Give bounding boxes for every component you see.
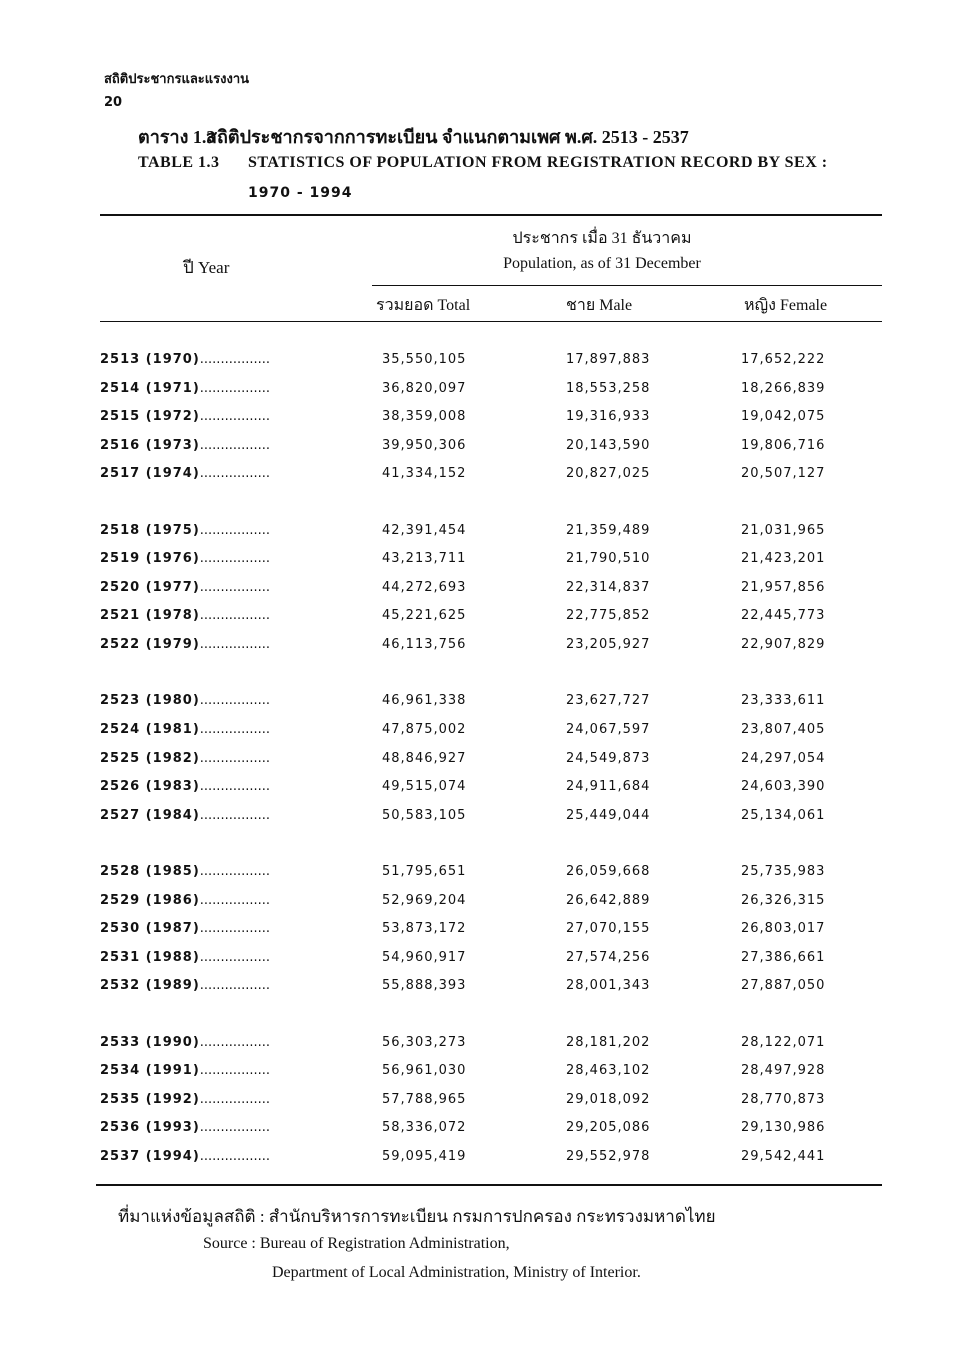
table-row [100,689,880,718]
page-number: 20 [104,95,123,110]
year-cell [100,978,270,993]
female-cell: 23,333,611 [741,693,826,709]
male-cell: 28,463,102 [566,1063,651,1079]
table-row [100,519,880,548]
source-note-thai: ที่มาแห่งข้อมูลสถิติ : สำนักบริหารการทะเบียน กรมการปกครอง กระทรวงมหาดไทย [118,1207,716,1226]
leader-dots: ................. [199,807,271,823]
total-cell: 55,888,393 [382,978,467,994]
group-spacer [100,662,880,690]
male-cell: 20,143,590 [566,437,651,453]
female-cell: 27,887,050 [741,978,826,994]
leader-dots: ................. [199,949,271,965]
year-label: 2522 (1979) [100,637,200,653]
table-row [100,718,880,747]
total-cell: 44,272,693 [382,579,467,595]
table-top-rule [100,214,882,216]
female-column-header: หญิง Female [744,297,828,314]
year-cell [100,1092,270,1107]
total-cell: 46,113,756 [382,637,467,653]
female-cell: 28,122,071 [741,1034,826,1050]
year-label: 2513 (1970) [100,352,200,367]
total-cell: 53,873,172 [382,921,467,937]
year-cell [100,693,270,708]
year-cell [100,864,270,879]
table-label-thai: ตาราง 1.3 [138,127,216,147]
leader-dots: ................. [199,750,271,766]
leader-dots: ................. [199,522,271,538]
year-label: 2521 (1978) [100,608,200,624]
table-title-english [138,154,828,172]
table-row [100,1088,880,1117]
total-cell: 41,334,152 [382,466,467,482]
leader-dots: ................. [199,693,271,709]
female-cell: 19,042,075 [741,409,826,425]
male-column-header: ชาย Male [566,297,633,314]
table-bottom-rule [96,1184,882,1186]
male-cell: 22,314,837 [566,579,651,595]
total-cell: 47,875,002 [382,721,467,737]
total-cell: 56,961,030 [382,1063,467,1079]
year-label: 2525 (1982) [100,750,200,766]
male-cell: 20,827,025 [566,466,651,482]
leader-dots: ................. [199,1120,271,1136]
table-row [100,974,880,1003]
female-cell: 21,031,965 [741,522,826,538]
year-cell [100,1120,270,1135]
header-bottom-rule [100,321,882,322]
year-cell [100,608,270,623]
year-label: 2530 (1987) [100,921,200,937]
female-cell: 20,507,127 [741,466,826,482]
male-cell: 28,181,202 [566,1034,651,1050]
male-cell: 27,070,155 [566,921,651,937]
leader-dots: ................. [199,779,271,795]
population-header-english: Population, as of 31 December [503,255,701,272]
table-title-thai-text: สถิติประชากรจากการทะเบียน จำแนกตามเพศ พ.ศ. 2513 - 2537 [206,127,689,147]
female-cell: 21,423,201 [741,551,826,567]
year-cell [100,921,270,936]
female-cell: 27,386,661 [741,949,826,965]
table-row [100,434,880,463]
year-cell [100,893,270,908]
total-cell: 58,336,072 [382,1120,467,1136]
male-cell: 29,205,086 [566,1120,651,1136]
table-title-thai [138,122,689,151]
total-cell: 36,820,097 [382,380,467,396]
total-cell: 49,515,074 [382,779,467,795]
total-cell: 39,950,306 [382,437,467,453]
year-cell [100,580,270,595]
male-cell: 19,316,933 [566,409,651,425]
male-cell: 29,552,978 [566,1149,651,1164]
table-row [100,747,880,776]
year-cell [100,381,270,396]
table-row [100,1145,880,1174]
leader-dots: ................. [199,579,271,595]
total-cell: 38,359,008 [382,409,467,425]
female-cell: 22,445,773 [741,608,826,624]
year-cell [100,950,270,965]
leader-dots: ................. [199,892,271,908]
table-body [100,348,880,1174]
total-cell: 46,961,338 [382,693,467,709]
year-label: 2531 (1988) [100,949,200,965]
leader-dots: ................. [199,466,271,482]
total-cell: 56,303,273 [382,1034,467,1050]
year-label: 2518 (1975) [100,522,200,538]
leader-dots: ................. [199,1091,271,1107]
total-cell: 54,960,917 [382,949,467,965]
table-row [100,917,880,946]
table-row [100,405,880,434]
year-cell [100,352,270,367]
table-label-english: TABLE 1.3 [138,154,220,171]
leader-dots: ................. [199,921,271,937]
total-column-header: รวมยอด Total [376,297,471,314]
leader-dots: ................. [199,978,271,994]
group-spacer [100,1003,880,1031]
male-cell: 21,790,510 [566,551,651,567]
table-row [100,348,880,377]
male-cell: 25,449,044 [566,807,651,823]
leader-dots: ................. [199,1063,271,1079]
year-label: 2533 (1990) [100,1034,200,1050]
year-label: 2536 (1993) [100,1120,200,1136]
total-cell: 52,969,204 [382,892,467,908]
year-cell [100,438,270,453]
total-cell: 59,095,419 [382,1149,467,1164]
total-cell: 35,550,105 [382,352,467,367]
year-column-header: ปี Year [183,258,230,277]
year-label: 2520 (1977) [100,579,200,595]
year-label: 2524 (1981) [100,721,200,737]
year-label: 2514 (1971) [100,380,200,396]
group-spacer [100,832,880,860]
male-cell: 17,897,883 [566,352,651,367]
female-cell: 28,497,928 [741,1063,826,1079]
male-cell: 22,775,852 [566,608,651,624]
group-spacer [100,491,880,519]
female-cell: 19,806,716 [741,437,826,453]
year-cell [100,808,270,823]
female-cell: 18,266,839 [741,380,826,396]
female-cell: 21,957,856 [741,579,826,595]
female-cell: 24,297,054 [741,750,826,766]
table-row [100,547,880,576]
leader-dots: ................. [199,380,271,396]
year-label: 2515 (1972) [100,409,200,425]
leader-dots: ................. [199,608,271,624]
table-row [100,1031,880,1060]
year-label: 2523 (1980) [100,693,200,709]
female-cell: 28,770,873 [741,1091,826,1107]
leader-dots: ................. [199,409,271,425]
leader-dots: ................. [199,637,271,653]
table-row [100,860,880,889]
year-label: 2528 (1985) [100,863,200,879]
male-cell: 24,067,597 [566,721,651,737]
source-note-english-line2: Department of Local Administration, Ministry of Interior. [272,1264,641,1281]
year-label: 2529 (1986) [100,892,200,908]
male-cell: 23,205,927 [566,637,651,653]
year-label: 2519 (1976) [100,551,200,567]
leader-dots: ................. [199,721,271,737]
total-cell: 42,391,454 [382,522,467,538]
male-cell: 29,018,092 [566,1091,651,1107]
table-row [100,604,880,633]
population-header-thai: ประชากร เมื่อ 31 ธันวาคม [512,230,692,247]
male-cell: 18,553,258 [566,380,651,396]
total-cell: 43,213,711 [382,551,467,567]
table-row [100,1116,880,1145]
male-cell: 23,627,727 [566,693,651,709]
male-cell: 21,359,489 [566,522,651,538]
male-cell: 27,574,256 [566,949,651,965]
table-title-english-text: STATISTICS OF POPULATION FROM REGISTRATION RECORD BY SEX : [248,154,828,171]
leader-dots: ................. [199,437,271,453]
table-row [100,775,880,804]
year-cell [100,1149,270,1164]
female-cell: 29,130,986 [741,1120,826,1136]
female-cell: 25,134,061 [741,807,826,823]
table-title-years: 1970 - 1994 [248,185,353,201]
year-cell [100,637,270,652]
year-cell [100,523,270,538]
table-row [100,576,880,605]
year-cell [100,551,270,566]
female-cell: 22,907,829 [741,637,826,653]
table-row [100,804,880,833]
leader-dots: ................. [199,1034,271,1050]
year-cell [100,722,270,737]
table-row [100,462,880,491]
male-cell: 26,059,668 [566,863,651,879]
running-head: สถิติประชากรและแรงงาน [104,72,250,87]
female-cell: 29,542,441 [741,1149,826,1164]
year-label: 2534 (1991) [100,1063,200,1079]
leader-dots: ................. [199,352,271,367]
year-label: 2532 (1989) [100,978,200,994]
year-label: 2535 (1992) [100,1091,200,1107]
year-cell [100,466,270,481]
year-cell [100,1035,270,1050]
year-label: 2517 (1974) [100,466,200,482]
table-row [100,946,880,975]
male-cell: 24,911,684 [566,779,651,795]
year-cell [100,1063,270,1078]
year-cell [100,409,270,424]
leader-dots: ................. [199,551,271,567]
year-label: 2537 (1994) [100,1149,200,1164]
leader-dots: ................. [199,1149,271,1164]
table-row [100,1059,880,1088]
female-cell: 26,803,017 [741,921,826,937]
female-cell: 17,652,222 [741,352,826,367]
female-cell: 26,326,315 [741,892,826,908]
table-row [100,633,880,662]
population-header-rule [372,285,882,286]
leader-dots: ................. [199,863,271,879]
table-row [100,889,880,918]
male-cell: 26,642,889 [566,892,651,908]
total-cell: 57,788,965 [382,1091,467,1107]
female-cell: 23,807,405 [741,721,826,737]
year-label: 2526 (1983) [100,779,200,795]
male-cell: 28,001,343 [566,978,651,994]
total-cell: 50,583,105 [382,807,467,823]
total-cell: 51,795,651 [382,863,467,879]
female-cell: 25,735,983 [741,863,826,879]
source-note-english-line1: Source : Bureau of Registration Administration, [203,1235,510,1252]
total-cell: 45,221,625 [382,608,467,624]
year-label: 2516 (1973) [100,437,200,453]
table-row [100,377,880,406]
year-label: 2527 (1984) [100,807,200,823]
male-cell: 24,549,873 [566,750,651,766]
year-cell [100,751,270,766]
year-cell [100,779,270,794]
total-cell: 48,846,927 [382,750,467,766]
female-cell: 24,603,390 [741,779,826,795]
